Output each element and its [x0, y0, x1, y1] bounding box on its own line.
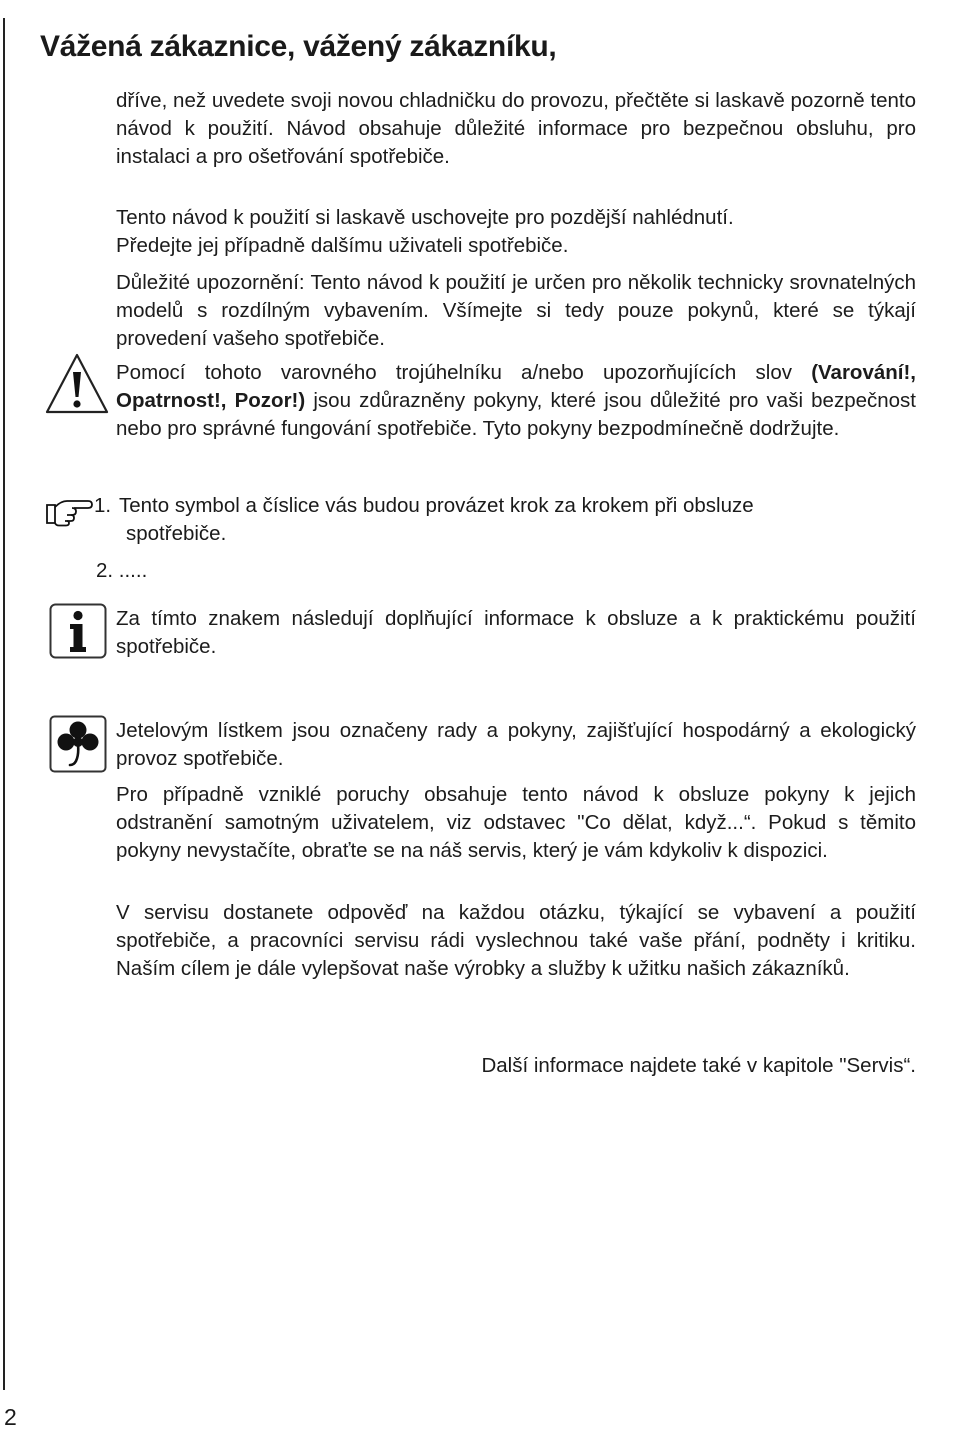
intro-paragraph: dříve, než uvedete svoji novou chladničku do provozu, přečtěte si laskavě pozorně tento návod k použití. Návod obsahuje důležité informace pro bezpečnou obsluhu, pro instalaci a pro ošetřování spotřebiče. — [116, 89, 916, 168]
step-text-line-1: Tento symbol a číslice vás budou provázet krok za krokem při obsluze — [119, 494, 754, 517]
closing-note: Další informace najdete také v kapitole "Servis“. — [481, 1054, 916, 1077]
clover-leaf-icon — [49, 715, 107, 773]
warning-keywords: (Varování!, Opatrnost!, Pozor!) — [116, 361, 916, 412]
intro-keep-line: Tento návod k použití si laskavě uschovejte pro pozdější nahlédnutí. — [116, 206, 734, 229]
pointing-hand-icon — [44, 498, 94, 528]
service-paragraph: V servisu dostanete odpověď na každou otázku, týkající se vybavení a použití spotřebiče, a pracovníci servisu rádi vyslechnou také vaše přání, podněty i kritiku. Naším cílem je dále vylepšovat naše výrobky a služby k užitku našich zákazníků. — [116, 901, 916, 980]
warning-triangle-icon — [44, 352, 110, 416]
step-number-1: 1. — [94, 494, 112, 517]
intro-pass-on-line: Předejte jej případně dalšímu uživateli spotřebiče. — [116, 234, 569, 257]
step-number-2: 2. ..... — [96, 559, 148, 582]
warning-text-rest: jsou zdůrazněny pokyny, které jsou důležité pro vaši bezpečnost nebo pro správné fungování spotřebiče. Tyto pokyny bezpodmínečně dodržujte. — [116, 389, 916, 440]
important-notice-paragraph: Důležité upozornění: Tento návod k použití je určen pro několik technicky srovnatelných modelů s rozdílným vybavením. Všímejte si tedy pouze pokynů, které se týkají provedení vašeho spotřebiče. — [116, 271, 916, 350]
info-paragraph: Za tímto znakem následují doplňující informace k obsluze a k praktickému použití spotřebiče. — [116, 607, 916, 658]
troubleshooting-paragraph: Pro případně vzniklé poruchy obsahuje tento návod k obsluze pokyny k jejich odstranění samotným uživatelem, viz odstavec "Co dělat, když...“. Pokud s těmito pokyny nevystačíte, obraťte se na náš servis, který je vám kdykoliv k dispozici. — [116, 783, 916, 862]
warning-paragraph — [116, 359, 916, 443]
page-title: Vážená zákaznice, vážený zákazníku, — [40, 30, 557, 63]
page-number: 2 — [4, 1404, 17, 1430]
step-text-line-2: spotřebiče. — [126, 522, 227, 545]
info-icon — [49, 603, 107, 659]
warning-text-intro: Pomocí tohoto varovného trojúhelníku a/nebo upozorňujících slov — [116, 361, 812, 384]
page-border — [3, 18, 5, 1390]
eco-paragraph: Jetelovým lístkem jsou označeny rady a pokyny, zajišťující hospodárný a ekologický provoz spotřebiče. — [116, 719, 916, 770]
